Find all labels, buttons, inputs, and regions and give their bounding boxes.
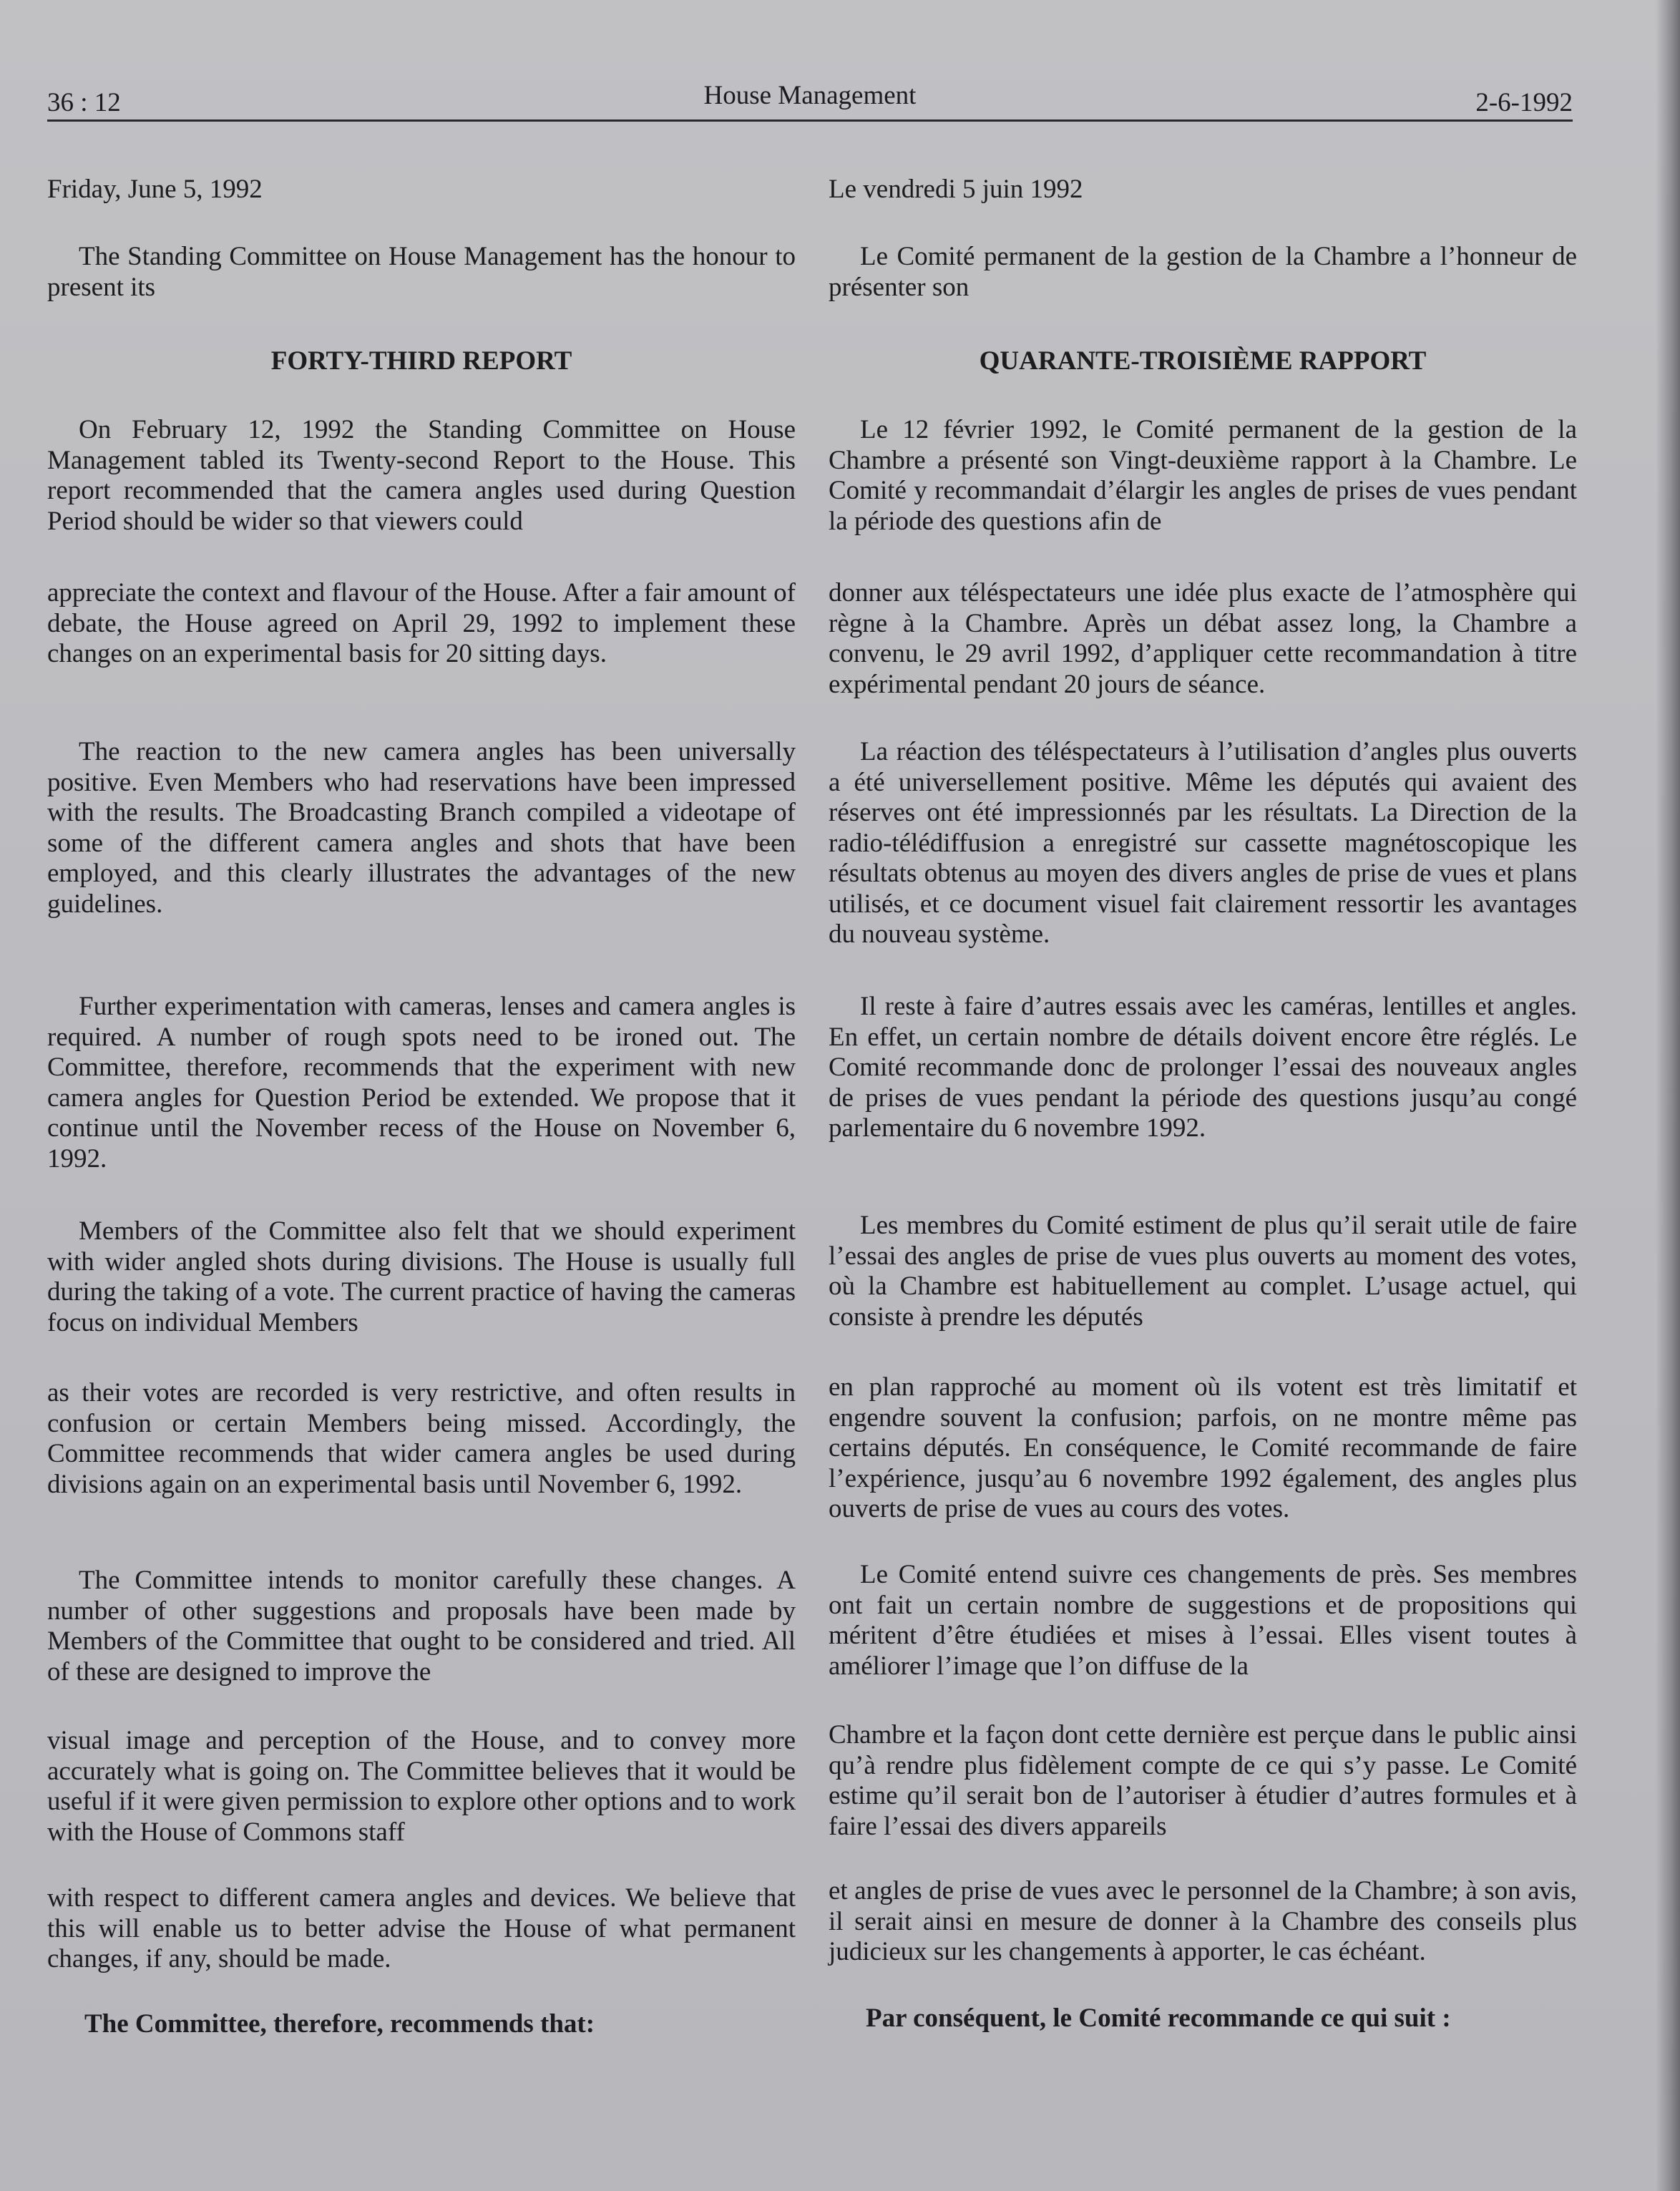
- header-date: 2-6-1992: [1475, 88, 1573, 117]
- en-paragraph-5: Members of the Committee also felt that we should experiment with wider angled shots during divisions. The House is usually full during the taking of a vote. The current practice of having the cameras focus on individual Members: [47, 1216, 796, 1337]
- en-closing: The Committee, therefore, recommends that:: [84, 2009, 595, 2039]
- fr-paragraph-5: Les membres du Comité estiment de plus qu’il serait utile de faire l’essai des angles de prise de vues plus ouverts au moment des votes, où la Chambre est habituellement au complet. L’usage actuel, qui consiste à prendre les députés: [829, 1211, 1577, 1332]
- fr-paragraph-2: donner aux téléspectateurs une idée plus exacte de l’atmosphère qui règne à la Chambre. Après un débat assez long, la Chambre a convenu, le 29 avril 1992, d’appliquer cette recommandation à titre expérimental pendant 20 jours de séance.: [829, 578, 1577, 699]
- fr-intro: Le Comité permanent de la gestion de la Chambre a l’honneur de présenter son: [829, 242, 1577, 302]
- page-header: [47, 80, 1573, 120]
- fr-paragraph-3: La réaction des téléspectateurs à l’utilisation d’angles plus ouverts a été universellement positive. Même les députés qui avaient des réserves ont été impressionnés par les résultats. La Direction de la radio-télédiffusion a enregistré sur cassette magnétoscopique les résultats obtenus au moyen des divers angles de prise de vues et plans utilisés, et ce document visuel fait clairement ressortir les avantages du nouveau système.: [829, 737, 1577, 949]
- fr-paragraph-4: Il reste à faire d’autres essais avec les caméras, lentilles et angles. En effet, un certain nombre de détails doivent encore être réglés. Le Comité recommande donc de prolonger l’essai des nouveaux angles de prises de vues pendant la période des questions jusqu’au congé parlementaire du 6 novembre 1992.: [829, 992, 1577, 1143]
- fr-paragraph-6: en plan rapproché au moment où ils votent est très limitatif et engendre souvent la confusion; parfois, on ne montre même pas certains députés. En conséquence, le Comité recommande de faire l’expérience, jusqu’au 6 novembre 1992 également, des angles plus ouverts de prise de vues au cours des votes.: [829, 1372, 1577, 1523]
- en-paragraph-2: appreciate the context and flavour of the House. After a fair amount of debate, the House agreed on April 29, 1992 to implement these changes on an experimental basis for 20 sitting days.: [47, 578, 796, 668]
- running-title: House Management: [703, 81, 917, 110]
- fr-paragraph-9: et angles de prise de vues avec le personnel de la Chambre; à son avis, il serait ainsi en mesure de donner à la Chambre des conseils plus judicieux sur les changements à apporter, le cas échéant.: [829, 1876, 1577, 1966]
- en-paragraph-3: The reaction to the new camera angles has been universally positive. Even Members who had reservations have been impressed with the results. The Broadcasting Branch compiled a videotape of some of the different camera angles and shots that have been employed, and this clearly illustrates the advantages of the new guidelines.: [47, 737, 796, 919]
- page-edge-shadow: [1656, 0, 1680, 2191]
- fr-paragraph-1: Le 12 février 1992, le Comité permanent de la gestion de la Chambre a présenté son Vingt-deuxième rapport à la Chambre. Le Comité y recommandait d’élargir les angles de prises de vues pendant la période des questions afin de: [829, 415, 1577, 536]
- page-number: 36 : 12: [47, 88, 121, 117]
- en-paragraph-6: as their votes are recorded is very restrictive, and often results in confusion or certain Members being missed. Accordingly, the Committee recommends that wider camera angles be used during divisions again on an experimental basis until November 6, 1992.: [47, 1378, 796, 1499]
- fr-date: Le vendredi 5 juin 1992: [829, 175, 1083, 204]
- en-paragraph-7: The Committee intends to monitor carefully these changes. A number of other suggestions and proposals have been made by Members of the Committee that ought to be considered and tried. All of these are designed to improve the: [47, 1566, 796, 1687]
- en-paragraph-1: On February 12, 1992 the Standing Committee on House Management tabled its Twenty-second Report to the House. This report recommended that the camera angles used during Question Period should be wider so that viewers could: [47, 415, 796, 536]
- fr-report-heading: QUARANTE-TROISIÈME RAPPORT: [979, 346, 1427, 376]
- en-date: Friday, June 5, 1992: [47, 175, 263, 204]
- en-paragraph-4: Further experimentation with cameras, lenses and camera angles is required. A number of rough spots need to be ironed out. The Committee, therefore, recommends that the experiment with new camera angles for Question Period be extended. We propose that it continue until the November recess of the House on November 6, 1992.: [47, 992, 796, 1173]
- en-report-heading: FORTY-THIRD REPORT: [270, 346, 572, 376]
- fr-paragraph-7: Le Comité entend suivre ces changements de près. Ses membres ont fait un certain nombre de suggestions et de propositions qui méritent d’être étudiées et mises à l’essai. Elles visent toutes à améliorer l’image que l’on diffuse de la: [829, 1560, 1577, 1681]
- en-paragraph-9: with respect to different camera angles and devices. We believe that this will enable us to better advise the House of what permanent changes, if any, should be made.: [47, 1883, 796, 1973]
- fr-paragraph-8: Chambre et la façon dont cette dernière est perçue dans le public ainsi qu’à rendre plus fidèlement compte de ce qui s’y passe. Le Comité estime qu’il serait bon de l’autoriser à étudier d’autres formules et à faire l’essai des divers appareils: [829, 1720, 1577, 1841]
- fr-closing: Par conséquent, le Comité recommande ce qui suit :: [866, 2004, 1451, 2033]
- en-intro: The Standing Committee on House Management has the honour to present its: [47, 242, 796, 302]
- header-rule: [47, 119, 1573, 122]
- en-paragraph-8: visual image and perception of the House, and to convey more accurately what is going on. The Committee believes that it would be useful if it were given permission to explore other options and to work with the House of Commons staff: [47, 1726, 796, 1847]
